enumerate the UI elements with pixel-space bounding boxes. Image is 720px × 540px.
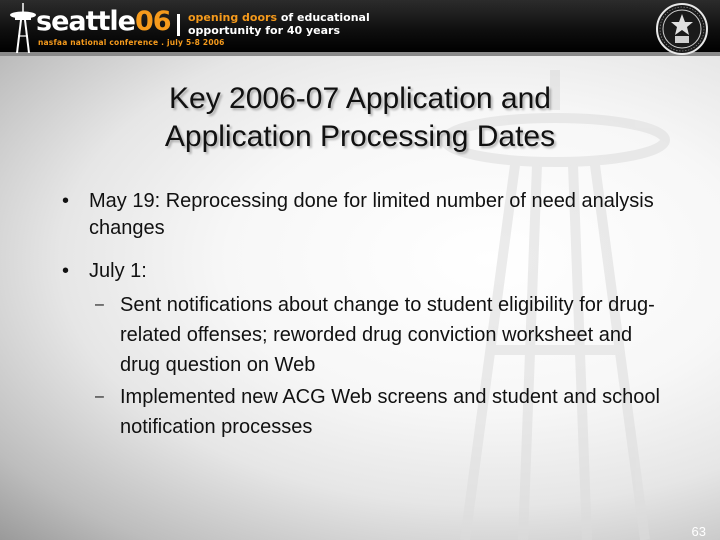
- tagline-line1-rest: of educational: [277, 11, 370, 24]
- conference-line: nasfaa national conference . july 5-8 2006: [38, 38, 225, 47]
- sub-bullet-text: Implemented new ACG Web screens and student and school notification processes: [120, 386, 660, 438]
- title-line-2: Application Processing Dates: [164, 120, 556, 153]
- bullet-item: [62, 258, 682, 285]
- sub-bullet-item: [95, 382, 675, 442]
- page-number: 63: [691, 524, 706, 539]
- title-line-1: Key 2006-07 Application and: [169, 82, 551, 115]
- sub-bullet-item: [95, 290, 675, 380]
- tagline-highlight: opening doors: [188, 11, 277, 24]
- tagline-line2: opportunity for 40 years: [188, 24, 340, 37]
- sub-bullet-marker: –: [95, 388, 104, 405]
- sub-bullet-text: Sent notifications about change to student eligibility for drug-related offenses; reworded drug conviction worksheet and drug question on Web: [120, 294, 655, 376]
- bullet-item: [62, 188, 682, 242]
- bullet-marker: •: [62, 260, 70, 282]
- brand-year: 06: [134, 6, 171, 37]
- brand-name: seattle: [36, 6, 135, 37]
- bullet-text: July 1:: [89, 260, 147, 282]
- bullet-text: May 19: Reprocessing done for limited number of need analysis changes: [89, 190, 654, 239]
- sub-bullet-marker: –: [95, 296, 104, 313]
- bullet-marker: •: [62, 190, 70, 212]
